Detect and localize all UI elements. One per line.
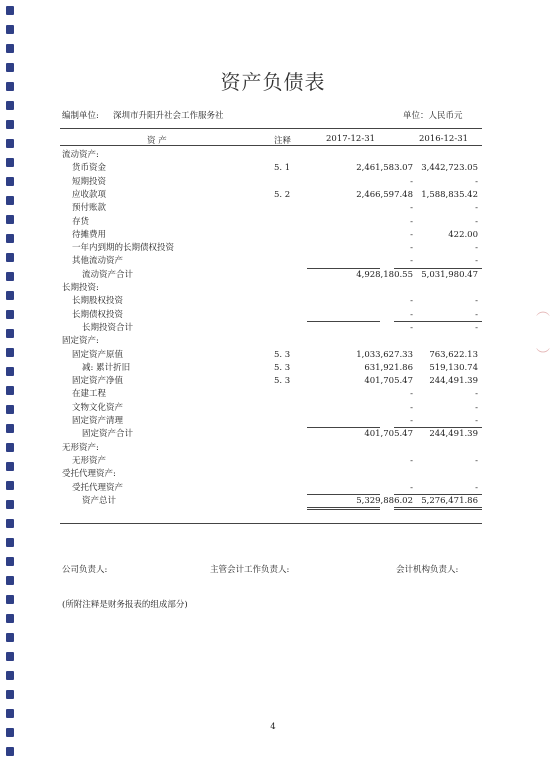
table-row	[0, 442, 546, 454]
row-value-2017: -	[410, 402, 413, 413]
total-double-rule	[394, 509, 482, 510]
footnote: (所附注释是财务报表的组成部分)	[62, 600, 188, 610]
row-label: 长期投资合计	[82, 322, 134, 333]
table-row	[0, 216, 546, 228]
table-row	[0, 349, 546, 361]
column-header-2017: 2017-12-31	[326, 134, 376, 144]
binding-hole	[6, 557, 14, 566]
subtotal-rule	[394, 494, 482, 495]
total-double-rule	[307, 507, 380, 508]
table-row	[0, 415, 546, 427]
row-label: 长期股权投资	[72, 296, 124, 307]
row-label: 受托代理资产:	[62, 469, 116, 480]
row-label: 固定资产:	[62, 336, 99, 347]
row-value-2016: -	[475, 455, 478, 466]
binding-hole	[6, 519, 14, 528]
row-note: 5. 1	[274, 163, 291, 174]
row-value-2016: 244,491.39	[429, 376, 478, 387]
table-row	[0, 455, 546, 467]
table-row	[0, 322, 546, 334]
binding-hole	[6, 25, 14, 34]
table-row	[0, 242, 546, 254]
binding-hole	[6, 652, 14, 661]
table-row	[0, 202, 546, 214]
row-note: 5. 2	[274, 189, 291, 200]
row-label: 存货	[72, 216, 90, 227]
binding-hole	[6, 671, 14, 680]
row-label: 无形资产:	[62, 442, 99, 453]
row-value-2016: -	[475, 216, 478, 227]
row-label: 在建工程	[72, 389, 107, 400]
row-value-2017: -	[410, 416, 413, 426]
binding-hole	[6, 538, 14, 547]
row-value-2017: -	[410, 322, 413, 333]
table-row	[0, 282, 546, 294]
page-title: 资产负债表	[220, 70, 326, 94]
subtotal-rule	[307, 494, 380, 495]
dept-head-signature: 会计机构负责人:	[396, 565, 459, 575]
row-value-2016: 519,130.74	[429, 362, 478, 373]
row-note: 5. 3	[274, 349, 291, 360]
table-row	[0, 375, 546, 387]
row-value-2017: -	[410, 216, 413, 227]
total-double-rule	[394, 507, 482, 508]
table-top-rule	[60, 128, 482, 129]
edge-mark-2: ︶	[536, 348, 550, 364]
header-bottom-rule	[60, 145, 482, 146]
row-value-2016: 3,442,723.05	[421, 163, 478, 174]
row-label: 流动资产合计	[82, 269, 134, 280]
row-value-2017: -	[410, 482, 413, 493]
subtotal-rule	[394, 427, 482, 428]
table-bottom-rule	[60, 523, 482, 524]
row-value-2017: -	[410, 229, 413, 240]
table-row	[0, 335, 546, 347]
row-value-2017: 401,705.47	[364, 429, 413, 440]
row-label: 文物文化资产	[72, 402, 124, 413]
row-label: 无形资产	[72, 455, 107, 466]
row-value-2016: -	[475, 402, 478, 413]
row-label: 短期投资	[72, 176, 107, 187]
row-value-2016: -	[475, 309, 478, 320]
binding-hole	[6, 44, 14, 53]
subtotal-rule	[307, 427, 380, 428]
table-row	[0, 495, 546, 507]
binding-hole	[6, 120, 14, 129]
table-row	[0, 229, 546, 241]
row-note: 5. 3	[274, 362, 291, 373]
binding-hole	[6, 595, 14, 604]
row-label: 待摊费用	[72, 229, 107, 240]
row-note: 5. 3	[274, 376, 291, 387]
table-row	[0, 269, 546, 281]
row-value-2016: -	[475, 296, 478, 307]
row-value-2016: 1,588,835.42	[421, 189, 478, 200]
binding-hole	[6, 633, 14, 642]
binding-hole	[6, 709, 14, 718]
row-value-2017: -	[410, 455, 413, 466]
table-row	[0, 295, 546, 307]
binding-hole	[6, 690, 14, 699]
row-label: 预付账款	[72, 203, 107, 214]
company-head-signature: 公司负责人:	[62, 565, 108, 575]
column-header-2016: 2016-12-31	[419, 134, 469, 144]
row-label: 应收款项	[72, 189, 107, 200]
table-row	[0, 255, 546, 267]
table-row	[0, 468, 546, 480]
edge-mark-1: ︵	[536, 303, 550, 319]
row-label: 固定资产净值	[72, 376, 124, 387]
page-number: 4	[270, 722, 276, 732]
binding-hole	[6, 139, 14, 148]
table-row	[0, 189, 546, 201]
row-label: 长期投资:	[62, 283, 99, 293]
table-row	[0, 309, 546, 321]
column-header-item: 资 产	[147, 136, 167, 146]
row-value-2016: 244,491.39	[429, 429, 478, 440]
row-value-2017: 1,033,627.33	[356, 349, 413, 360]
row-value-2017: -	[410, 389, 413, 400]
table-row	[0, 149, 546, 161]
company-name: 深圳市升阳升社会工作服务社	[113, 111, 224, 121]
row-value-2016: -	[475, 416, 478, 426]
row-value-2016: 5,276,471.86	[421, 495, 478, 506]
row-value-2017: -	[410, 176, 413, 187]
row-value-2017: 2,466,597.48	[356, 189, 413, 200]
row-label: 受托代理资产	[72, 482, 124, 493]
row-value-2017: -	[410, 309, 413, 320]
table-row	[0, 362, 546, 374]
row-value-2017: 2,461,583.07	[356, 163, 413, 174]
accounting-head-signature: 主管会计工作负责人:	[210, 565, 290, 575]
subtotal-rule	[394, 321, 482, 322]
row-value-2016: -	[475, 256, 478, 267]
total-double-rule	[307, 509, 380, 510]
row-label: 固定资产清理	[72, 416, 124, 426]
row-label: 固定资产原值	[72, 349, 124, 360]
row-value-2017: 5,329,886.02	[356, 495, 413, 506]
table-row	[0, 388, 546, 400]
row-value-2016: 5,031,980.47	[421, 269, 478, 280]
table-row	[0, 176, 546, 188]
binding-hole	[6, 6, 14, 15]
table-row	[0, 402, 546, 414]
row-value-2016: -	[475, 203, 478, 214]
subtotal-rule	[394, 268, 482, 269]
row-value-2016: -	[475, 482, 478, 493]
row-value-2017: -	[410, 243, 413, 254]
subtotal-rule	[307, 268, 380, 269]
row-value-2017: -	[410, 256, 413, 267]
subtotal-rule	[307, 321, 380, 322]
binding-hole	[6, 101, 14, 110]
binding-hole	[6, 614, 14, 623]
binding-hole	[6, 747, 14, 756]
row-value-2016: 422.00	[448, 229, 478, 240]
binding-hole	[6, 576, 14, 585]
row-value-2017: 4,928,180.55	[356, 269, 413, 280]
table-row	[0, 482, 546, 494]
unit-label: 单位：人民币元	[403, 111, 463, 121]
row-value-2016: 763,622.13	[429, 349, 478, 360]
table-row	[0, 162, 546, 174]
column-header-note: 注释	[274, 136, 292, 146]
row-label: 一年内到期的长期债权投资	[72, 243, 175, 254]
row-value-2016: -	[475, 243, 478, 254]
row-label: 长期债权投资	[72, 309, 124, 320]
row-label: 流动资产:	[62, 150, 99, 160]
row-value-2016: -	[475, 322, 478, 333]
row-value-2017: -	[410, 296, 413, 307]
row-label: 固定资产合计	[82, 429, 134, 440]
row-value-2017: 401,705.47	[364, 376, 413, 387]
row-value-2016: -	[475, 176, 478, 187]
row-value-2017: -	[410, 203, 413, 214]
row-label: 货币资金	[72, 163, 107, 174]
company-label: 编制单位:	[62, 111, 99, 121]
row-label: 减: 累计折旧	[82, 362, 131, 373]
row-value-2017: 631,921.86	[364, 362, 413, 373]
row-label: 资产总计	[82, 495, 117, 506]
row-label: 其他流动资产	[72, 256, 124, 267]
row-value-2016: -	[475, 389, 478, 400]
table-row	[0, 428, 546, 440]
